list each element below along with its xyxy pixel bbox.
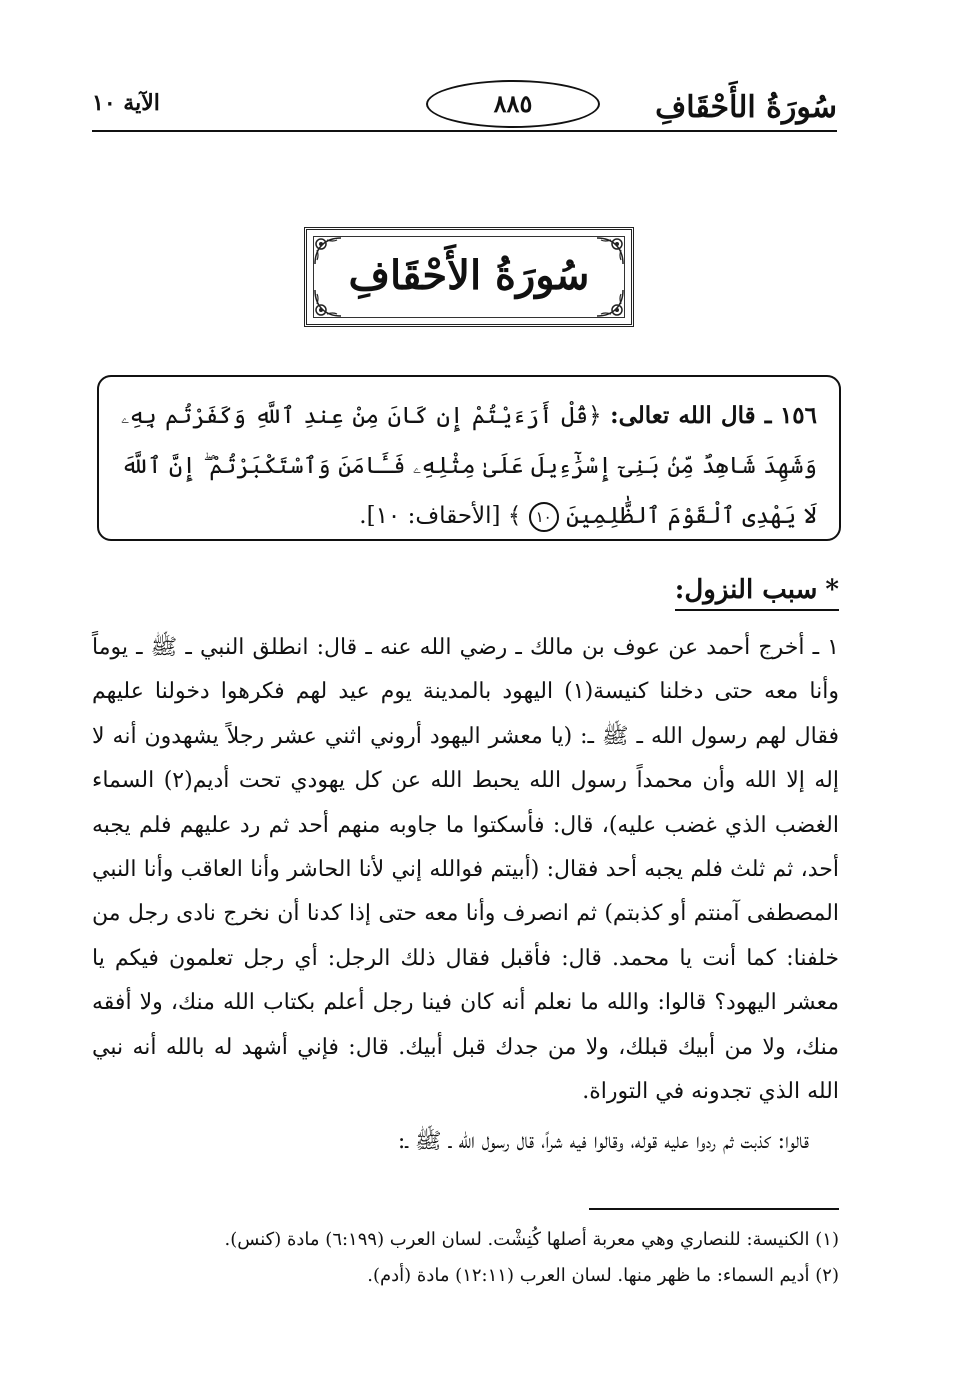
verse-box bbox=[97, 375, 841, 541]
surah-title: سُورَةُ الأَحْقَافِ bbox=[348, 252, 590, 299]
footnote-separator bbox=[589, 1208, 839, 1210]
quran-verse-text: ﴿قُلْ أَرَءَيْتُمْ إِن كَانَ مِنْ عِندِ ٱللَّهِ وَكَفَرْتُم بِهِۦ وَشَهِدَ شَاهِدٌ مِّنۢ بَنِىٓ إِسْرَٰٓءِيلَ عَلَىٰ مِثْلِهِۦ فَـَٔامَنَ وَٱسْتَكْبَرْتُمْ ۖ إِنَّ ٱللَّهَ لَا يَهْدِى ٱلْقَوْمَ ٱلظَّٰلِمِينَ bbox=[121, 403, 817, 529]
body-paragraph: قالوا: كذبت ثم ردوا عليه قوله، وقالوا فيه شراً، قال رسول الله ـ ﷺ ـ: bbox=[397, 1129, 809, 1155]
star-icon: * bbox=[825, 575, 839, 605]
footnote-item: (٢) أديم السماء: ما ظهر منها. لسان العرب (١٢:١١) مادة (أدم). bbox=[367, 1265, 839, 1286]
section-heading bbox=[675, 575, 839, 611]
verse-item-number: ١٥٦ bbox=[779, 402, 817, 429]
body-paragraph: ١ ـ أخرج أحمد عن عوف بن مالك ـ رضي الله عنه ـ قال: انطلق النبي ـ ﷺ ـ يوماً وأنا معه حتى دخلنا كنيسة(١) اليهود بالمدينة يوم عيد لهم فكرهوا دخولنا عليهم فقال لهم رسول الله ـ ﷺ ـ: (يا معشر اليهود أروني اثني عشر رجلاً يشهدون أنه لا إله إلا الله وأن محمداً رسول الله يحبط الله عن كل يهودي تحت أديم(٢) السماء الغضب الذي غضب عليه)، قال: فأسكتوا ما جاوبه منهم أحد ثم رد عليهم فلم يجبه أحد، ثم ثلث فلم يجبه أحد فقال: (أبيتم فوالله إني لأنا الحاشر وأنا العاقب وأنا النبي المصطفى آمنتم أو كذبتم) ثم انصرف وأنا معه حتى إذا كدنا أن نخرج نادى رجل من خلفنا: كما أنت يا محمد. قال: فأقبل فقال ذلك الرجل: أي رجل تعلمون فيكم يا معشر اليهود؟ قالوا: والله ما نعلم أنه كان فينا رجل أعلم بكتاب الله منك، ولا أفقه منك، ولا من أبيك قبلك، ولا من جدك قبل أبيك. قال: فإني أشهد له بالله أنه نبي الله الذي تجدونه في التوراة. bbox=[92, 635, 839, 1105]
ayah-number-marker: ١٠ bbox=[529, 502, 559, 532]
verse-reference: [الأحقاف: ١٠]. bbox=[359, 503, 501, 529]
header-rule bbox=[92, 130, 837, 132]
section-heading-text: سبب النزول: bbox=[674, 575, 818, 605]
verse-intro: ـ قال الله تعالى: bbox=[610, 402, 772, 429]
footnote-item: (١) الكنيسة: للنصاري وهي معربة أصلها كُنِشْت. لسان العرب (٦:١٩٩) مادة (كنس). bbox=[224, 1229, 839, 1250]
header-surah-name: سُورَةُ الأَحْقَافِ bbox=[655, 90, 837, 125]
page-number: ٨٨٥ bbox=[426, 80, 600, 128]
header-ayah-ref: الآية ١٠ bbox=[92, 90, 160, 116]
verse-close-bracket: ﴾ bbox=[507, 503, 522, 529]
page-header bbox=[92, 78, 837, 138]
surah-title-frame bbox=[304, 227, 634, 327]
footnotes bbox=[92, 1222, 839, 1294]
body-text bbox=[92, 626, 839, 1165]
